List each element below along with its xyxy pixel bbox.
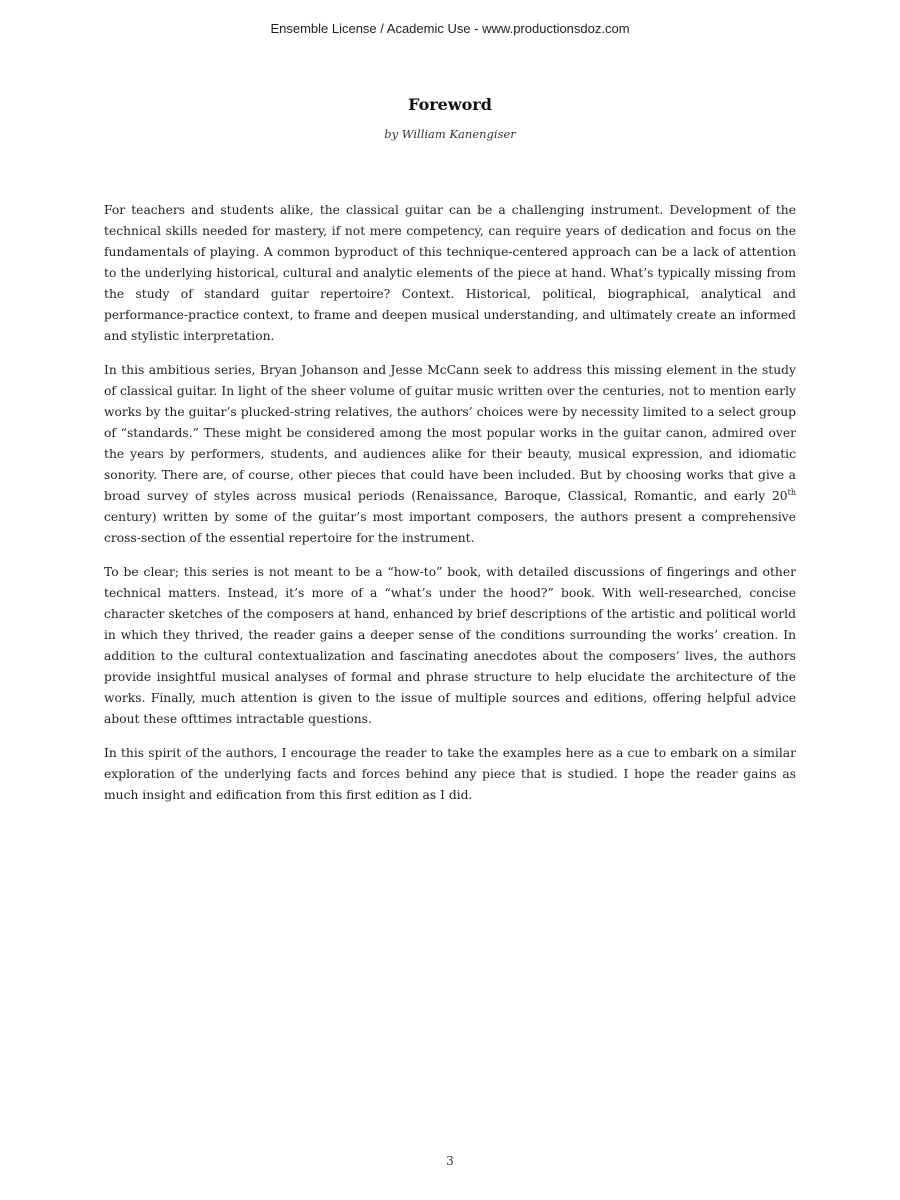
paragraph-2	[104, 360, 796, 549]
paragraph-2-text: In this ambitious series, Bryan Johanson and Jesse McCann seek to address this missing element in the study of classical guitar. In light of the sheer volume of guitar music written over the centuries, not to mention early works by the guitar’s plucked-string relatives, the authors’ choices were by necessity limited to a select group of “standards.” These might be considered among the most popular works in the guitar canon, admired over the years by performers, students, and audiences alike for their beauty, musical expression, and idiomatic sonority. There are, of course, other pieces that could have been included. But by choosing works that give a broad survey of styles across musical periods (Renaissance, Baroque, Classical, Romantic, and early 20	[104, 363, 796, 503]
byline: by William Kanengiser	[384, 127, 516, 141]
paragraph-1: For teachers and students alike, the classical guitar can be a challenging instrument. Development of the technical skills needed for mastery, if not mere competency, can require years of dedication and focus on the fundamentals of playing. A common byproduct of this technique-centered approach can be a lack of attention to the underlying historical, cultural and analytic elements of the piece at hand. What’s typically missing from the study of standard guitar repertoire? Context. Historical, political, biographical, analytical and performance-practice context, to frame and deepen musical understanding, and ultimately create an informed and stylistic interpretation.	[104, 203, 796, 343]
ordinal-superscript: th	[787, 487, 796, 497]
foreword-body	[104, 200, 796, 819]
paragraph-2-tail: century) written by some of the guitar’s most important composers, the authors present a comprehensive cross-section of the essential repertoire for the instrument.	[104, 510, 796, 545]
page-title: Foreword	[408, 95, 492, 114]
license-header: Ensemble License / Academic Use - www.productionsdoz.com	[270, 21, 630, 36]
paragraph-4: In this spirit of the authors, I encourage the reader to take the examples here as a cue to embark on a similar exploration of the underlying facts and forces behind any piece that is studied. I hope the reader gains as much insight and edification from this first edition as I did.	[104, 746, 796, 802]
paragraph-3: To be clear; this series is not meant to be a “how-to” book, with detailed discussions of fingerings and other technical matters. Instead, it’s more of a “what’s under the hood?” book. With well-researched, concise character sketches of the composers at hand, enhanced by brief descriptions of the artistic and political world in which they thrived, the reader gains a deeper sense of the conditions surrounding the works’ creation. In addition to the cultural contextualization and fascinating anecdotes about the composers’ lives, the authors provide insightful musical analyses of formal and phrase structure to help elucidate the architecture of the works. Finally, much attention is given to the issue of multiple sources and editions, offering helpful advice about these ofttimes intractable questions.	[104, 565, 796, 726]
page-number: 3	[446, 1154, 454, 1168]
